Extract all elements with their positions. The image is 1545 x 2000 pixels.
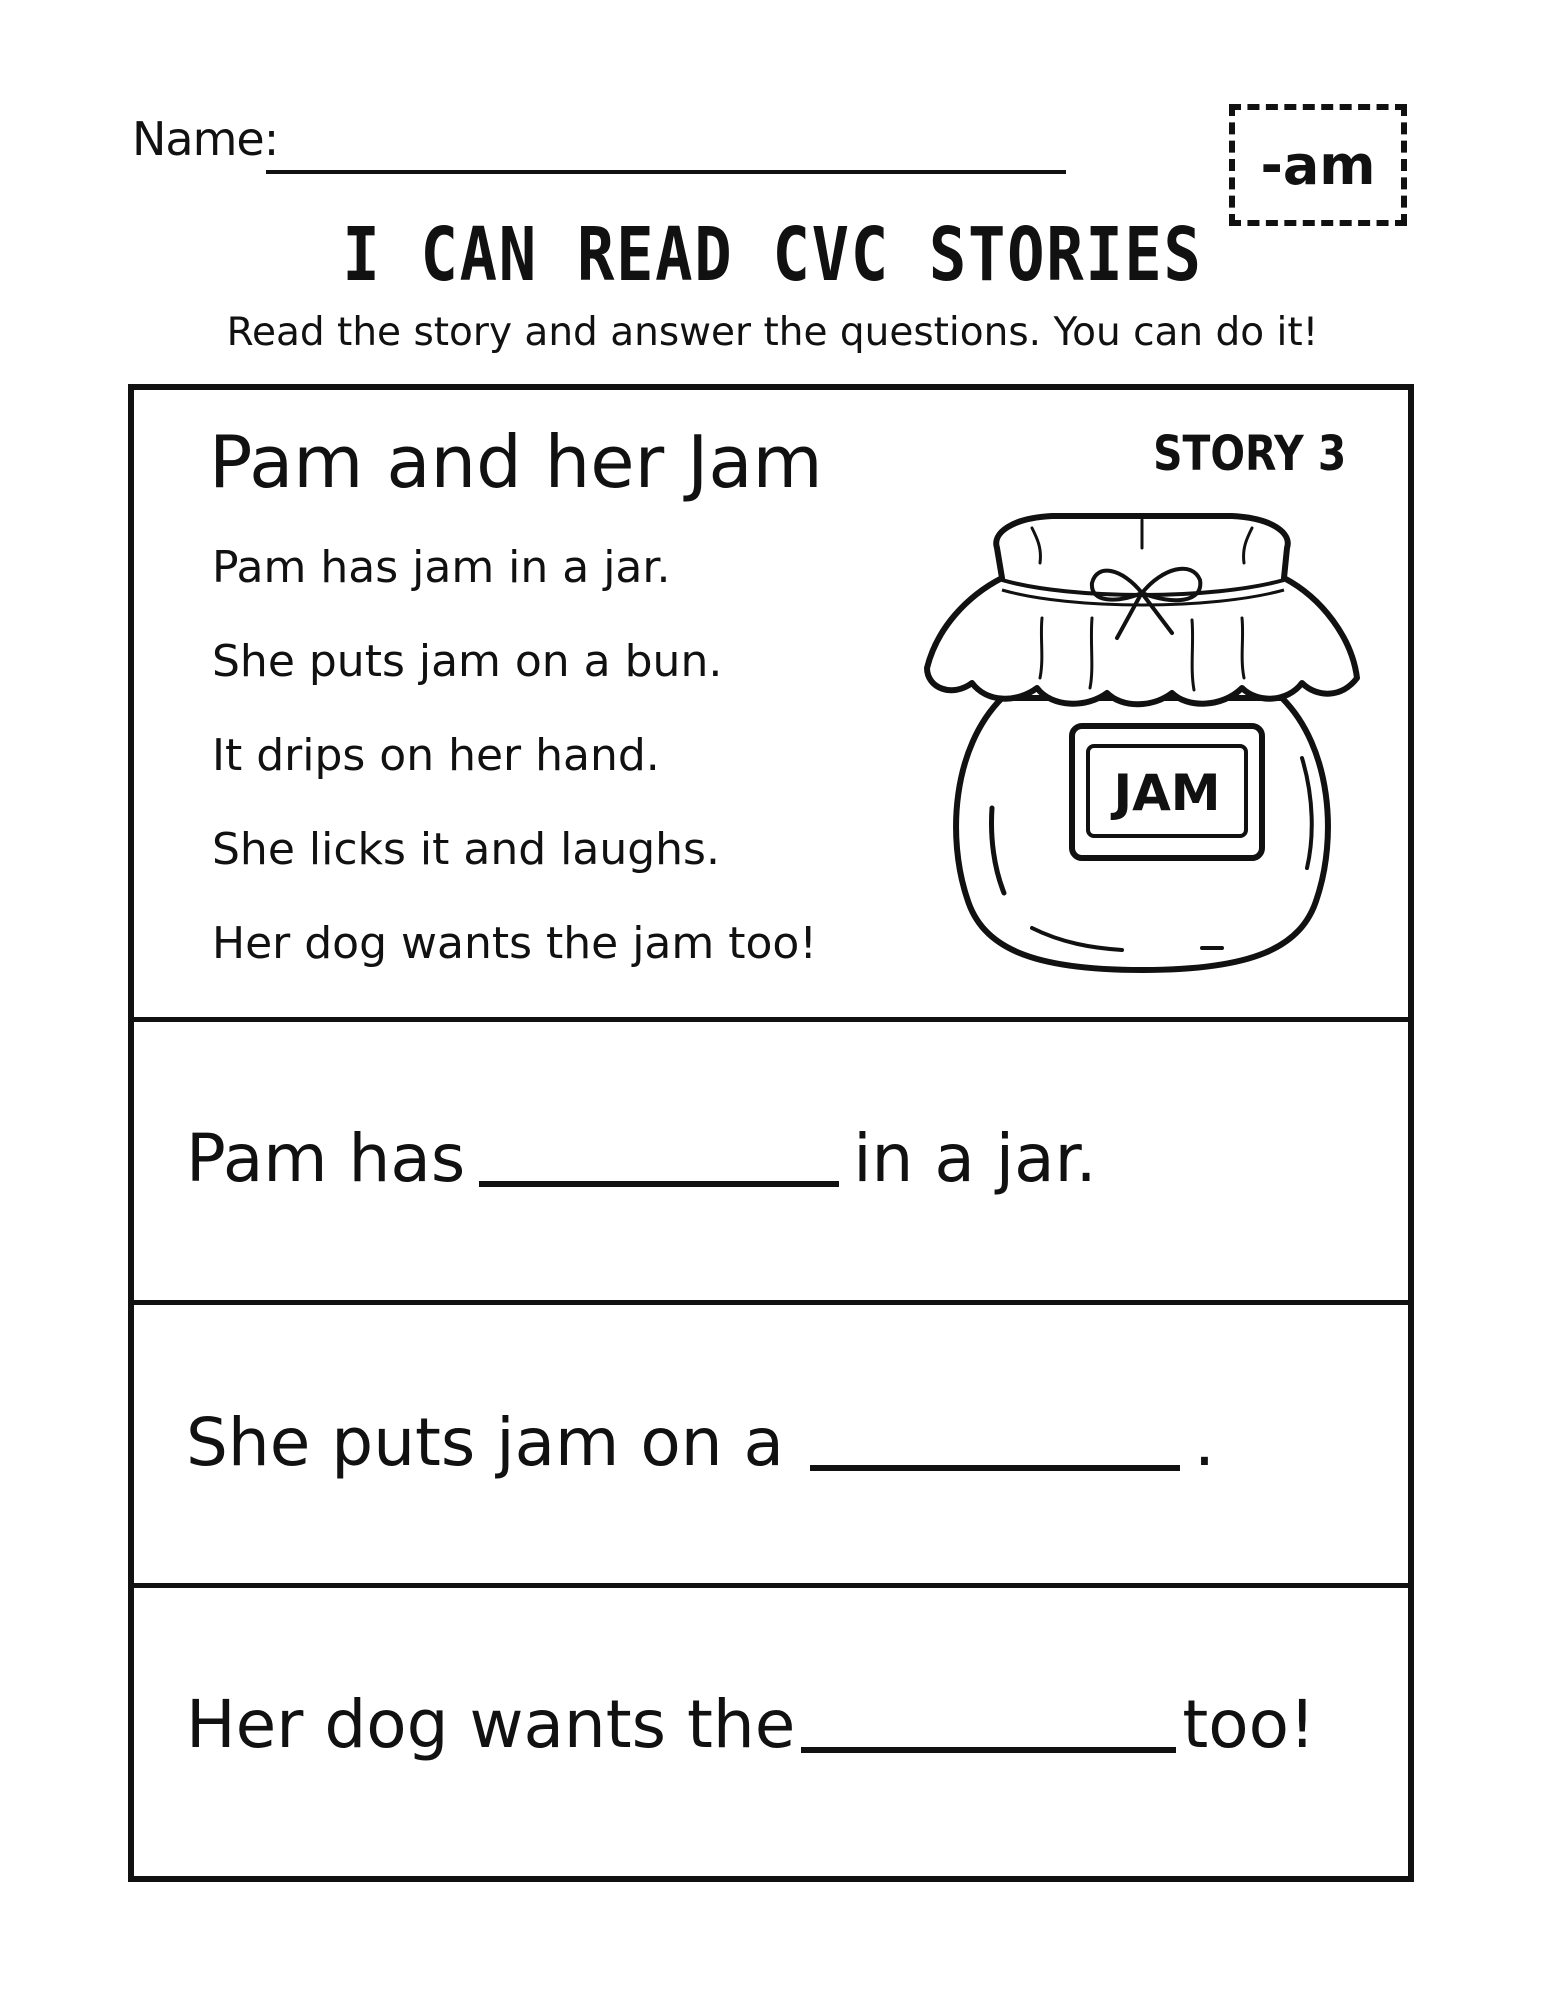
word-family-text: -am xyxy=(1260,133,1376,197)
question-3-answer-blank[interactable] xyxy=(801,1747,1176,1753)
story-line-4: She licks it and laughs. xyxy=(212,824,720,875)
story-title: Pam and her Jam xyxy=(209,420,823,504)
section-divider-2 xyxy=(134,1300,1408,1305)
worksheet-frame xyxy=(128,384,1414,1882)
story-line-3: It drips on her hand. xyxy=(212,730,660,781)
question-2-prompt: She puts jam on a xyxy=(186,1404,784,1481)
question-3 xyxy=(186,1686,1315,1763)
page-instructions: Read the story and answer the questions. You can do it! xyxy=(226,310,1319,355)
question-1-ending: in a jar. xyxy=(853,1120,1097,1197)
question-3-ending: too! xyxy=(1182,1686,1316,1763)
question-2-ending: . xyxy=(1193,1404,1215,1481)
word-family-box xyxy=(1229,104,1407,226)
question-1-prompt: Pam has xyxy=(186,1120,466,1197)
story-line-1: Pam has jam in a jar. xyxy=(212,542,671,593)
section-divider-1 xyxy=(134,1017,1408,1022)
question-2 xyxy=(186,1404,1215,1481)
jar-label-text: JAM xyxy=(1113,764,1221,822)
question-3-prompt: Her dog wants the xyxy=(186,1686,796,1763)
story-line-2: She puts jam on a bun. xyxy=(212,636,723,687)
question-1 xyxy=(186,1120,1097,1197)
question-2-answer-blank[interactable] xyxy=(810,1465,1180,1471)
story-number: STORY 3 xyxy=(1152,426,1346,482)
name-input-line[interactable] xyxy=(266,170,1066,174)
name-label: Name: xyxy=(132,112,279,166)
jam-jar-icon xyxy=(922,508,1362,988)
story-line-5: Her dog wants the jam too! xyxy=(212,918,817,969)
question-1-answer-blank[interactable] xyxy=(479,1181,839,1187)
page-title: I CAN READ CVC STORIES xyxy=(342,212,1203,298)
section-divider-3 xyxy=(134,1583,1408,1588)
